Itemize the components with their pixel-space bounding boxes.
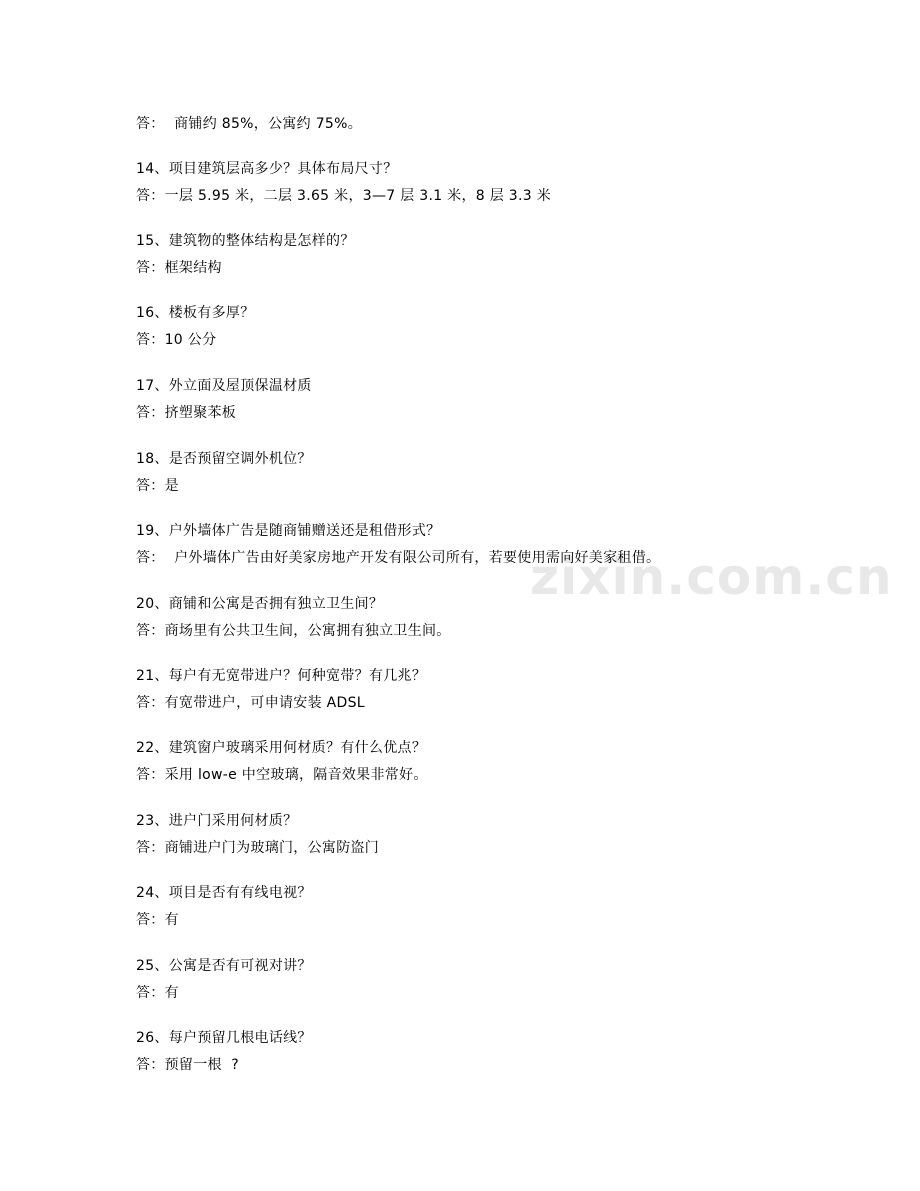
answer-line: 答：有	[136, 912, 179, 928]
answer-line: 答：10 公分	[136, 332, 217, 348]
question-line: 19、户外墙体广告是随商铺赠送还是租借形式？	[136, 523, 441, 539]
answer-line: 答：采用 low-e 中空玻璃，隔音效果非常好。	[136, 767, 428, 783]
answer-line: 答：有宽带进户，可申请安装 ADSL	[136, 695, 365, 711]
question-line: 17、外立面及屋顶保温材质	[136, 378, 312, 394]
answer-line: 答：框架结构	[136, 260, 222, 276]
question-line: 21、每户有无宽带进户？何种宽带？有几兆？	[136, 668, 427, 684]
question-line: 14、项目建筑层高多少？具体布局尺寸？	[136, 161, 398, 177]
question-line: 23、进户门采用何材质？	[136, 813, 298, 829]
question-line: 18、是否预留空调外机位？	[136, 451, 312, 467]
question-line: 16、楼板有多厚？	[136, 305, 255, 321]
question-line: 25、公寓是否有可视对讲？	[136, 958, 312, 974]
answer-line: 答：一层 5.95 米，二层 3.65 米，3—7 层 3.1 米，8 层 3.3 米	[136, 188, 551, 204]
watermark: zixin.com.cn	[530, 548, 893, 606]
question-line: 22、建筑窗户玻璃采用何材质？有什么优点？	[136, 740, 427, 756]
answer-line: 答：是	[136, 478, 179, 494]
answer-line: 答： 商铺约 85%，公寓约 75%。	[136, 116, 363, 132]
question-line: 20、商铺和公寓是否拥有独立卫生间？	[136, 596, 384, 612]
answer-line: 答： 户外墙体广告由好美家房地产开发有限公司所有，若要使用需向好美家租借。	[136, 550, 661, 566]
answer-line: 答：商铺进户门为玻璃门，公寓防盗门	[136, 840, 380, 856]
question-line: 26、每户预留几根电话线？	[136, 1030, 312, 1046]
answer-line: 答：商场里有公共卫生间，公寓拥有独立卫生间。	[136, 623, 451, 639]
answer-line: 答：有	[136, 985, 179, 1001]
question-line: 15、建筑物的整体结构是怎样的？	[136, 233, 355, 249]
question-line: 24、项目是否有有线电视？	[136, 885, 312, 901]
answer-line: 答：预留一根 ?	[136, 1057, 240, 1073]
answer-line: 答：挤塑聚苯板	[136, 405, 237, 421]
